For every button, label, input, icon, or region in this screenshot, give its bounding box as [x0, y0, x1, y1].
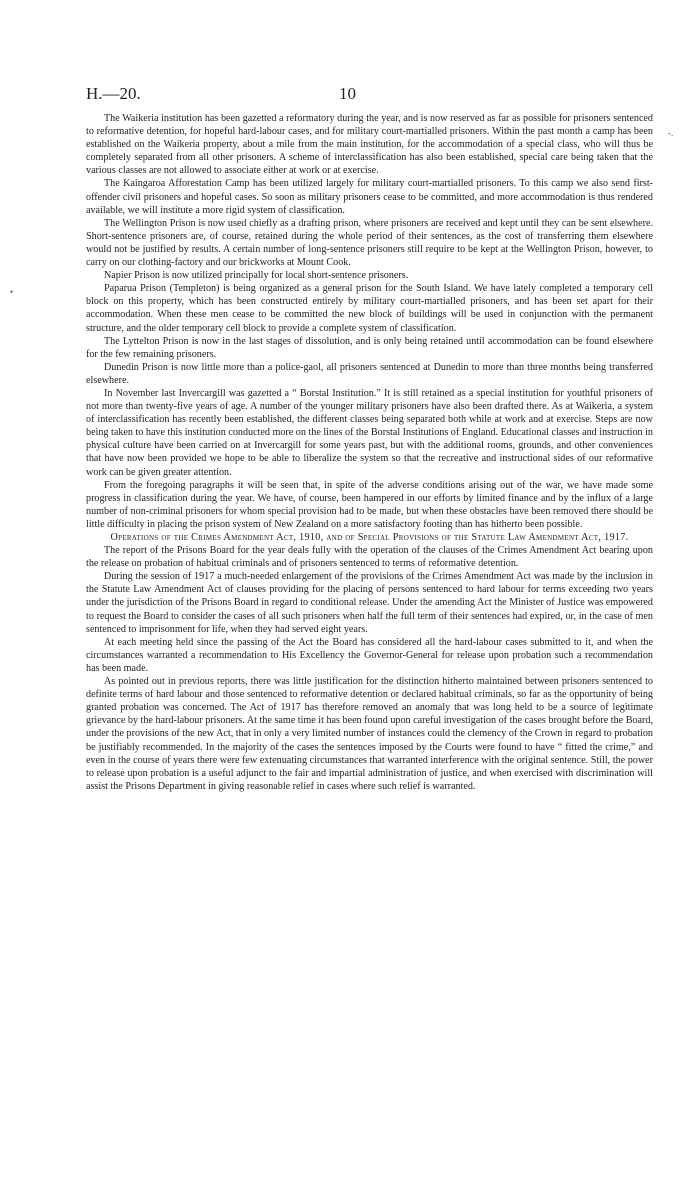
paragraph: At each meeting held since the passing of the Act the Board has considered all the hard-labour cases submitted to it, and when the circumstances warranted a recommendation to His Excellency the Governor-General for release upon probation such a recommendation has been made.: [86, 636, 653, 674]
paragraph: The Wellington Prison is now used chiefly as a drafting prison, where prisoners are received and kept until they can be sent elsewhere. Short-sentence prisoners are, of course, retained during the whole period of their sentences, as the cost of transferring them elsewhere would not be justified by results. A certain number of long-sentence prisoners still require to be kept at the Wellington Prison, however, to carry on our clothing-factory and our brickworks at Mount Cook.: [86, 217, 653, 269]
paragraph: In November last Invercargill was gazetted a “ Borstal Institution.” It is still retained as a special institution for youthful prisoners of not more than twenty-five years of age. A number of the younger military prisoners have also been drafted there. As at Waikeria, a system of interclassification has recently been established, the different classes being separated both while at work and at exercise. Steps are now being taken to have this institution conducted more on the lines of the Borstal Institutions of England. Educational classes and instruction in physical culture have been carried on at Invercargill for some years past, but with the additional rooms, grounds, and other conveniences that have now been provided we hope to be able to liberalize the system so that the recreative and instructional sides of our reformative work can be given greater attention.: [86, 387, 653, 478]
paragraph: As pointed out in previous reports, there was little justification for the distinction hitherto maintained between prisoners sentenced to definite terms of hard labour and those sentenced to reformative detention or declared habitual criminals, so far as the opportunity of being granted probation was concerned. The Act of 1917 has therefore removed an anomaly that was long held to be a source of legitimate grievance by the hard-labour prisoners. At the same time it has been found upon careful investigation of the cases brought before the Board, under the provisions of the new Act, that in only a very limited number of instances could the clemency of the Crown in regard to probation be justifiably recommended. In the majority of the cases the sentences imposed by the Courts were found to have “ fitted the crime,” and even in the course of years there were few extenuating circumstances that warranted interference with the original sentence. Still, the power to release upon probation is a useful adjunct to the fair and impartial administration of justice, and when exercised with discrimination will assist the Prisons Department in giving reasonable relief in cases where such relief is warranted.: [86, 676, 653, 792]
paragraph: The Lyttelton Prison is now in the last stages of dissolution, and is only being retained until accommodation can be found elsewhere for the few remaining prisoners.: [86, 335, 653, 360]
paragraph: Dunedin Prison is now little more than a police-gaol, all prisoners sentenced at Dunedin to more than three months being transferred elsewhere.: [86, 361, 653, 386]
paragraph: Paparua Prison (Templeton) is being organized as a general prison for the South Island. We have lately completed a temporary cell block on this property, which has been constructed entirely by military court-martialled prisoners, and has been set apart for their accommodation. When these men cease to be committed the new block of buildings will be used in conjunction with the permanent structure, and the older temporary cell block to provide a complete system of classification.: [86, 283, 653, 334]
margin-mark: •: [10, 287, 14, 297]
paragraph: Napier Prison is now utilized principally for local short-sentence prisoners.: [104, 270, 409, 282]
section-heading: Operations of the Crimes Amendment Act, 1910, and of Special Provisions of the Statute Law Amendment Act, 1917.: [110, 532, 629, 543]
margin-mark: -.: [668, 128, 674, 138]
paragraph: During the session of 1917 a much-needed enlargement of the provisions of the Crimes Amendment Act was made by the inclusion in the Statute Law Amendment Act of clauses providing for the placing of persons sentenced to hard labour for terms exceeding two years under the jurisdiction of the Prisons Board in regard to conditional release. Under the amending Act the Minister of Justice was empowered to request the Board to consider the cases of all such prisoners when half the full term of their sentences had expired, or, in the case of men sentenced to imprisonment for life, when they had served eight years.: [86, 571, 653, 635]
body-text: [86, 112, 653, 793]
page-number: 10: [339, 84, 356, 103]
paragraph: From the foregoing paragraphs it will be seen that, in spite of the adverse conditions arising out of the war, we have made some progress in classification during the year. We have, of course, been hampered in our efforts by limited finance and by the influx of a large number of non-criminal prisoners for whom special provision had to be made, but when these obstacles have been removed there should be little difficulty in placing the prison system of New Zealand on a more satisfactory footing than has hitherto been possible.: [86, 479, 653, 530]
paragraph: The Kaingaroa Afforestation Camp has been utilized largely for military court-martialled prisoners. To this camp we also send first-offender civil prisoners and hopeful cases. So soon as military prisoners cease to be committed, and more accommodation is thus rendered available, we will institute a more rigid system of classification.: [86, 178, 653, 216]
paragraph: The report of the Prisons Board for the year deals fully with the operation of the clauses of the Crimes Amendment Act bearing upon the release on probation of habitual criminals and of prisoners sentenced to terms of reformative detention.: [86, 545, 653, 570]
document-code: H.—20.: [86, 84, 141, 103]
paragraph: The Waikeria institution has been gazetted a reformatory during the year, and is now reserved as far as possible for prisoners sentenced to reformative detention, for hopeful hard-labour cases, and for military court-martialled prisoners. Within the past month a camp has been established on the Waikeria property, about a mile from the main institution, for the accommodation of a special class, who will thus be completely separated from all other prisoners. A scheme of interclassification has also been established, special care being taken that the various classes are not allowed to associate either at work or at exercise.: [86, 113, 653, 177]
